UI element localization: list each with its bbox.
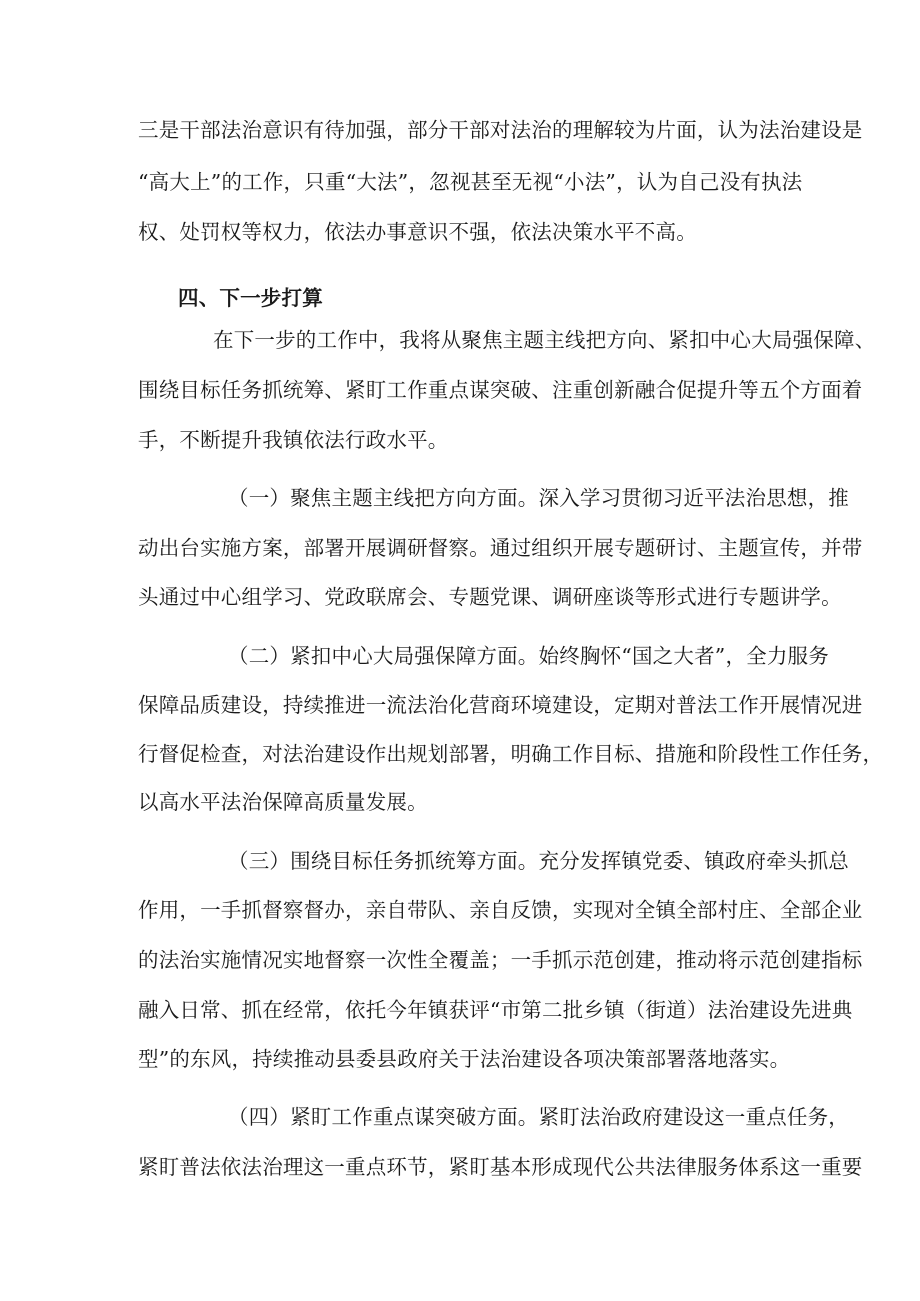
intro-line-1: 在下一步的工作中，我将从聚焦主题主线把方向、紧扣中心大局强保障、: [213, 328, 876, 352]
paragraph-3-line-2: “高大上”的工作，只重“大法”，忽视甚至无视“小法”，认为自己没有执法: [138, 170, 803, 194]
item-2-line-1: （二）紧扣中心大局强保障方面。始终胸怀“国之大者”，全力服务: [228, 644, 829, 668]
item-4-line-2: 紧盯普法依法治理这一重点环节，紧盯基本形成现代公共法律服务体系这一重要: [138, 1155, 863, 1179]
paragraph-3-line-1: 三是干部法治意识有待加强，部分干部对法治的理解较为片面，认为法治建设是: [138, 118, 863, 142]
intro-line-3: 手，不断提升我镇依法行政水平。: [138, 428, 449, 452]
item-3-line-1: （三）围绕目标任务抓统筹方面。充分发挥镇党委、镇政府牵头抓总: [228, 849, 849, 873]
paragraph-3-line-3: 权、处罚权等权力，依法办事意识不强，依法决策水平不高。: [138, 220, 697, 244]
item-3-line-5: 型”的东风，持续推动县委县政府关于法治建设各项决策部署落地落实。: [138, 1047, 791, 1071]
item-1-line-3: 头通过中心组学习、党政联席会、专题党课、调研座谈等形式进行专题讲学。: [138, 585, 842, 609]
item-2-line-2: 保障品质建设，持续推进一流法治化营商环境建设，定期对普法工作开展情况进: [138, 693, 863, 717]
item-1-line-2: 动出台实施方案，部署开展调研督察。通过组织开展专题研讨、主题宣传，并带: [138, 536, 863, 560]
item-2-line-3: 行督促检查，对法治建设作出规划部署，明确工作目标、措施和阶段性工作任务，: [138, 742, 884, 766]
item-1-line-1: （一）聚焦主题主线把方向方面。深入学习贯彻习近平法治思想，推: [228, 486, 849, 510]
item-2-line-4: 以高水平法治保障高质量发展。: [138, 790, 428, 814]
item-3-line-4: 融入日常、抓在经常，依托今年镇获评“市第二批乡镇（街道）法治建设先进典: [138, 998, 853, 1022]
section-4-heading: 四、下一步打算: [178, 286, 323, 310]
item-4-line-1: （四）紧盯工作重点谋突破方面。紧盯法治政府建设这一重点任务，: [228, 1105, 849, 1129]
item-3-line-2: 作用，一手抓督察督办，亲自带队、亲自反馈，实现对全镇全部村庄、全部企业: [138, 898, 863, 922]
intro-line-2: 围绕目标任务抓统筹、紧盯工作重点谋突破、注重创新融合促提升等五个方面着: [138, 378, 863, 402]
item-3-line-3: 的法治实施情况实地督察一次性全覆盖；一手抓示范创建，推动将示范创建指标: [138, 948, 863, 972]
